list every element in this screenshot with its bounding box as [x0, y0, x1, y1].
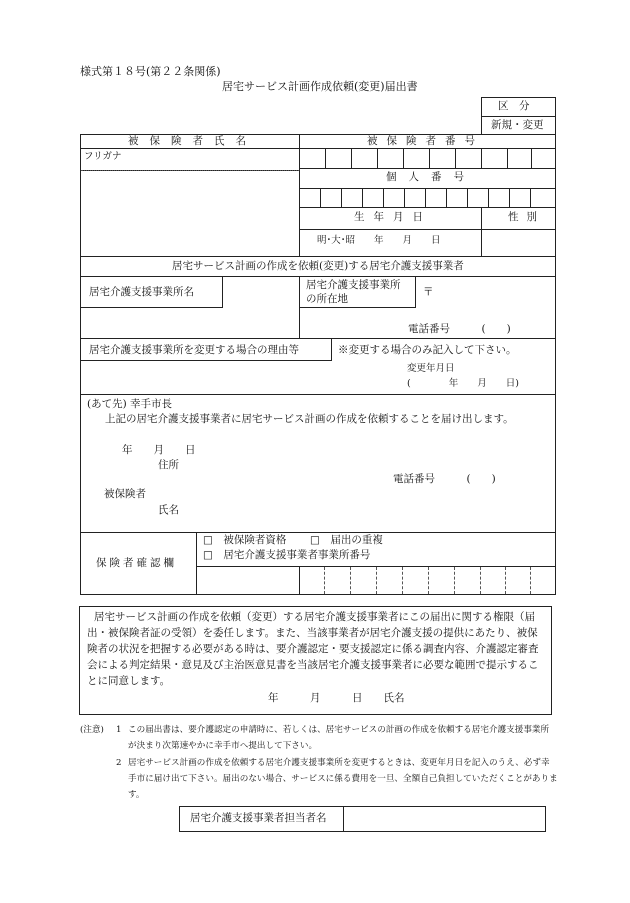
note-1-number: 1 — [116, 725, 122, 735]
change-reason-field[interactable] — [81, 361, 331, 393]
office-name-field[interactable] — [81, 308, 298, 337]
office-address-label-1: 居宅介護支援事業所 — [306, 279, 401, 291]
form-title: 居宅サービス計画作成依頼(変更)届出書 — [222, 80, 418, 93]
office-name-label: 居宅介護支援事業所名 — [89, 286, 194, 298]
consent-signature: 年 月 日 氏名 — [268, 692, 405, 704]
gender-label: 性別 — [508, 211, 545, 223]
note-1-line-2: が決まり次第速やかに幸手市へ提出して下さい。 — [128, 741, 318, 751]
note-2-number: 2 — [116, 758, 122, 768]
office-address-field[interactable] — [432, 278, 554, 306]
note-2-line-1: 居宅サービス計画の作成を依頼する居宅介護支援事業所を変更するときは、変更年月日を記入のうえ、必ず幸 — [128, 758, 550, 768]
confirmation-label: 保険者確認欄 — [96, 557, 177, 569]
change-date-value: ( 年 月 日) — [407, 378, 519, 389]
addressee-to: (あて先) 幸手市長 — [87, 398, 173, 410]
applicant-insured-label: 被保険者 — [104, 488, 146, 500]
confirm-check-qualification[interactable]: □ 被保険者資格 — [203, 534, 287, 546]
consent-line-1: 居宅サービス計画の作成を依頼（変更）する居宅介護支援事業者にこの届出に関する権限（届 — [94, 611, 535, 623]
consent-line-5: とに同意します。 — [87, 675, 171, 687]
staff-name-label: 居宅介護支援事業者担当者名 — [190, 812, 327, 824]
change-date-label: 変更年月日 — [407, 363, 455, 374]
change-reason-label: 居宅介護支援事業所を変更する場合の理由等 — [89, 344, 299, 356]
application-date: 年 月 日 — [122, 444, 196, 456]
note-1-line-1: この届出書は、要介護認定の申請時に、若しくは、居宅サービスの計画の作成を依頼する居宅介護支援事業所 — [128, 725, 550, 735]
confirm-check-office-number[interactable]: □ 居宅介護支援事業者事業所番号 — [203, 549, 371, 561]
birthdate-era-text: 明･大･昭 年 月 日 — [317, 235, 441, 246]
notes-label: (注意) — [80, 725, 104, 735]
kubun-label: 区 分 — [498, 100, 530, 112]
gender-field[interactable] — [483, 230, 555, 255]
insured-name-label: 被保険者氏名 — [128, 135, 257, 147]
insured-name-field[interactable] — [81, 171, 299, 255]
form-number: 様式第１８号(第２２条関係) — [80, 65, 221, 78]
provider-section-title: 居宅サービス計画の作成を依頼(変更)する居宅介護支援事業者 — [172, 260, 464, 272]
provider-phone-label: 電話番号 ( ) — [408, 323, 511, 335]
applicant-phone-label: 電話番号 ( ) — [393, 473, 496, 485]
consent-line-2: 出・被保険者証の受領）を委任します。また、当該事業者が居宅介護支援の提供にあたり、被保 — [87, 627, 538, 639]
insured-number-label: 被保険者番号 — [367, 135, 484, 147]
note-2-line-3: す。 — [128, 790, 145, 800]
staff-name-field[interactable] — [345, 807, 544, 831]
note-2-line-2: 手市に届け出て下さい。届出のない場合、サービスに係る費用を一旦、全額自己負担していただくことがありま — [128, 774, 558, 784]
personal-number-label: 個人番号 — [386, 171, 476, 183]
consent-line-4: 会による判定結果・意見及び主治医意見書を当該居宅介護支援事業者に必要な範囲で提示するこ — [87, 659, 539, 671]
kubun-value: 新規・変更 — [491, 119, 544, 131]
change-note: ※変更する場合のみ記入して下さい。 — [338, 344, 517, 356]
furigana-label: フリガナ — [84, 151, 122, 162]
addressee-statement: 上記の居宅介護支援事業者に居宅サービス計画の作成を依頼することを届け出します。 — [105, 413, 514, 425]
office-address-label-2: の所在地 — [306, 293, 348, 305]
applicant-name-label: 氏名 — [158, 504, 179, 516]
confirm-check-duplicate[interactable]: □ 届出の重複 — [310, 534, 383, 546]
consent-line-3: 険者の状況を把握する必要がある時は、要介護認定・要支援認定に係る調査内容、介護認定審査 — [87, 643, 539, 655]
postal-mark: 〒 — [423, 286, 434, 298]
applicant-address-label: 住所 — [158, 459, 179, 471]
birthdate-label: 生年月日 — [354, 211, 432, 223]
